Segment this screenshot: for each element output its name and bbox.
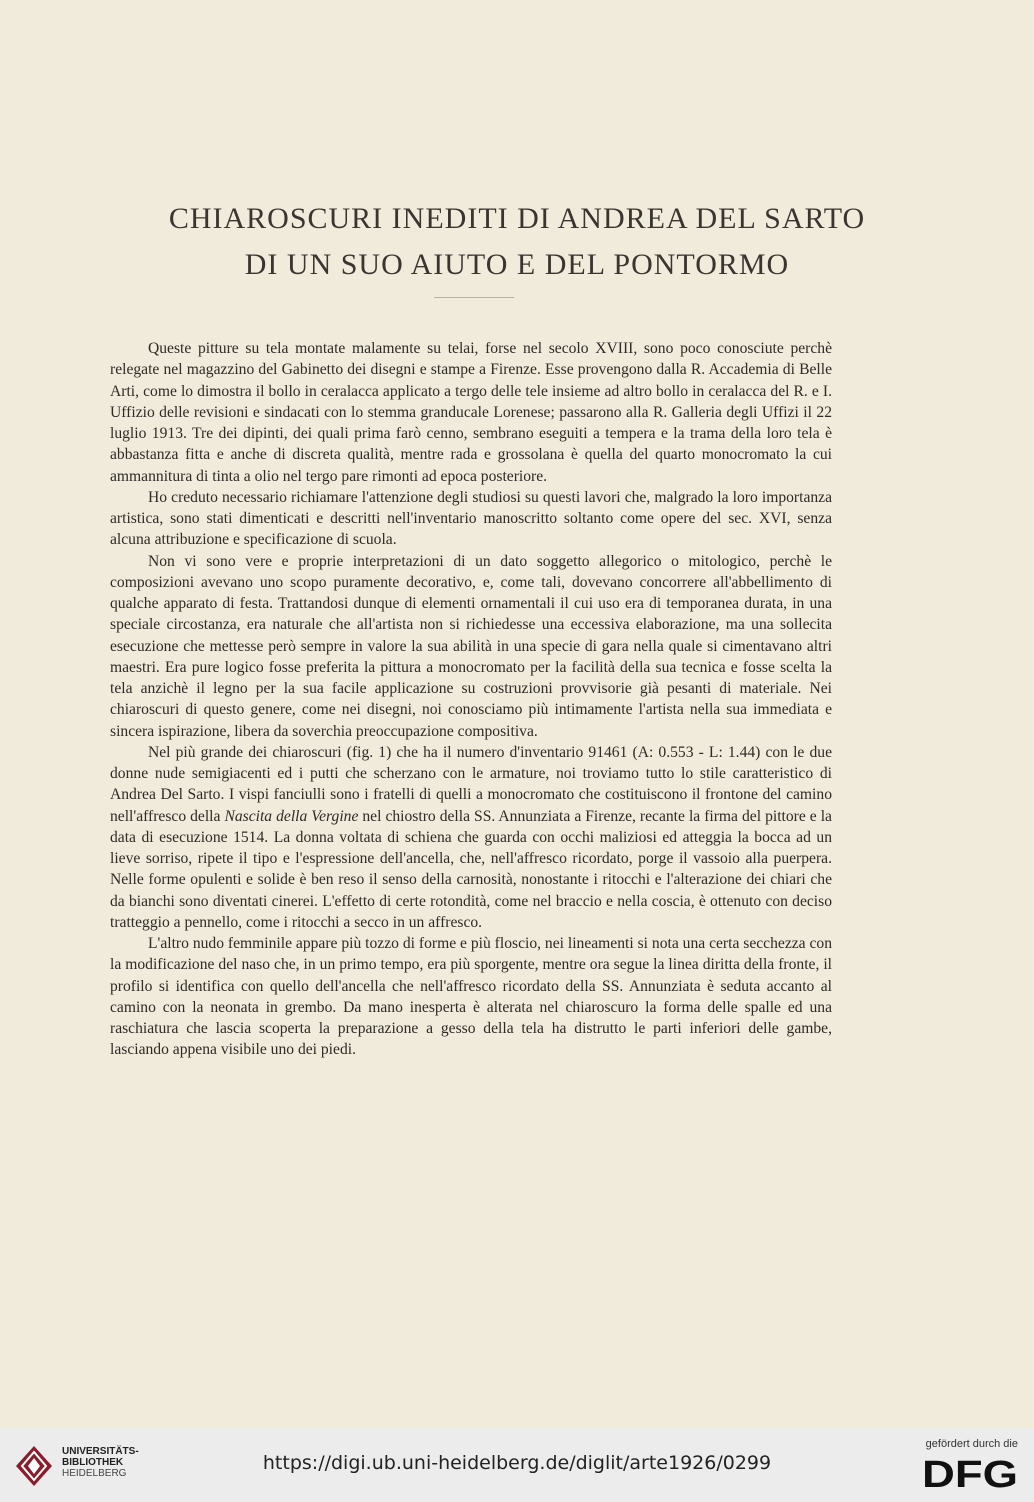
paragraph-4-part-1: Nel più grande dei chiaroscuri (fig. 1) che ha il numero d'inventario 91461 (A: 0.553 - L: 1.44) con le due donne nude semigiacenti ed i putti che scherzano con le armature, noi troviamo tutto lo stile caratteristico di Andrea Del Sarto. I vispi fanciulli sono i fratelli di quelli a monocromato che costituiscono il frontone del camino nell'affresco della xyxy=(110,743,832,825)
dfg-logo-icon[interactable] xyxy=(922,1456,1018,1490)
article-title xyxy=(60,196,974,288)
paragraph-4 xyxy=(110,742,832,933)
dfg-logo-text: DFG xyxy=(922,1456,1018,1490)
article-body xyxy=(110,338,832,1061)
university-library-name[interactable] xyxy=(62,1446,139,1479)
library-name-line-3: HEIDELBERG xyxy=(62,1468,127,1479)
title-line-2: DI UN SUO AIUTO E DEL PONTORMO xyxy=(244,248,790,281)
paragraph-1: Queste pitture su tela montate malamente su telai, forse nel secolo XVIII, sono poco conosciute perchè relegate nel magazzino del Gabinetto dei disegni e stampe a Firenze. Esse provengono dalla R. Accademia di Belle Arti, come lo dimostra il bollo in ceralacca applicato a tergo delle tele insieme ad altro bollo in ceralacca del R. e I. Uffizio delle revisioni e sindacati con lo stemma granducale Lorenese; passarono alla R. Galleria degli Uffizi il 22 luglio 1913. Tre dei dipinti, dei quali prima farò cenno, sembrano eseguiti a tempera e la trama della loro tela è abbastanza fitta e anche di discreta qualità, mentre rada e grossolana è quella del quarto monocromato la cui ammannitura di tinta a olio nel tergo pare rimonti ad epoca posteriore. xyxy=(110,340,832,485)
library-name-line-1: UNIVERSITÄTS- xyxy=(62,1446,139,1457)
university-library-logo-icon[interactable] xyxy=(14,1444,54,1488)
title-divider xyxy=(434,297,514,298)
artwork-title: Nascita della Vergine xyxy=(224,807,359,825)
library-name-line-2: BIBLIOTHEK xyxy=(62,1457,124,1468)
paragraph-3: Non vi sono vere e proprie interpretazioni di un dato soggetto allegorico o mitologico, perchè le composizioni avevano uno scopo puramente decorativo, e, come tali, dovevano concorrere all'abbellimento di qualche apparato di festa. Trattandosi dunque di elementi ornamentali il cui uso era di temporanea durata, in una speciale circostanza, era naturale che all'artista non si richiedesse una eccessiva elaborazione, ma una sollecita esecuzione che mettesse però sempre in valore la sua abilità in una specie di gara nella quale si cimentavano altri maestri. Era pure logico fosse preferita la pittura a monocromato per la facilità della sua tecnica e fosse scelta la tela anzichè il legno per la sua facile applicazione su costruzioni provvisorie già pesanti di materiale. Nei chiaroscuri di questo genere, come nei disegni, noi conosciamo più intimamente l'artista nella sua immediata e sincera ispirazione, libera da soverchia preoccupazione compositiva. xyxy=(110,552,832,740)
title-line-1: CHIAROSCURI INEDITI DI ANDREA DEL SARTO xyxy=(168,202,866,235)
paragraph-5: L'altro nudo femminile appare più tozzo di forme e più floscio, nei lineamenti si nota una certa secchezza con la modificazione del naso che, in un primo tempo, era più sporgente, mentre ora segue la linea diritta della fronte, il profilo si identifica con quello dell'ancella che nell'affresco ricordato della SS. Annunziata è seduta accanto al camino con la neonata in grembo. Da mano inesperta è alterata nel chiaroscuro la forma delle spalle ed una raschiatura che lascia scoperta la preparazione a gesso della tela ha distrutto le parti inferiori delle gambe, lasciando appena visibile uno dei piedi. xyxy=(110,935,832,1059)
paragraph-4-part-2: nel chiostro della SS. Annunziata a Firenze, recante la firma del pittore e la data di esecuzione 1514. La donna voltata di schiena che guarda con occhi maliziosi ed atteggia la bocca ad un lieve sorriso, ripete il tipo e l'espressione dell'ancella, che, nell'affresco ricordato, porge il vassoio alla puerpera. Nelle forme opulenti e solide è ben reso il senso della carnosità, nonostante i ritocchi e l'alterazione dei chiari che da bianchi sono diventati cinerei. L'effetto di certe rotondità, come nel braccio e nella coscia, è ottenuto con deciso tratteggio a pennello, come i ritocchi a secco in un affresco. xyxy=(110,807,832,931)
paragraph-2: Ho creduto necessario richiamare l'attenzione degli studiosi su questi lavori che, malgrado la loro importanza artistica, sono stati dimenticati e descritti nell'inventario manoscritto soltanto come opere del sec. XVI, senza alcuna attribuzione e specificazione di scuola. xyxy=(110,488,832,549)
viewer-footer xyxy=(0,1428,1034,1502)
document-url-link[interactable]: https://digi.ub.uni-heidelberg.de/diglit/arte1926/0299 xyxy=(262,1452,772,1474)
funding-note: gefördert durch die xyxy=(925,1438,1018,1450)
